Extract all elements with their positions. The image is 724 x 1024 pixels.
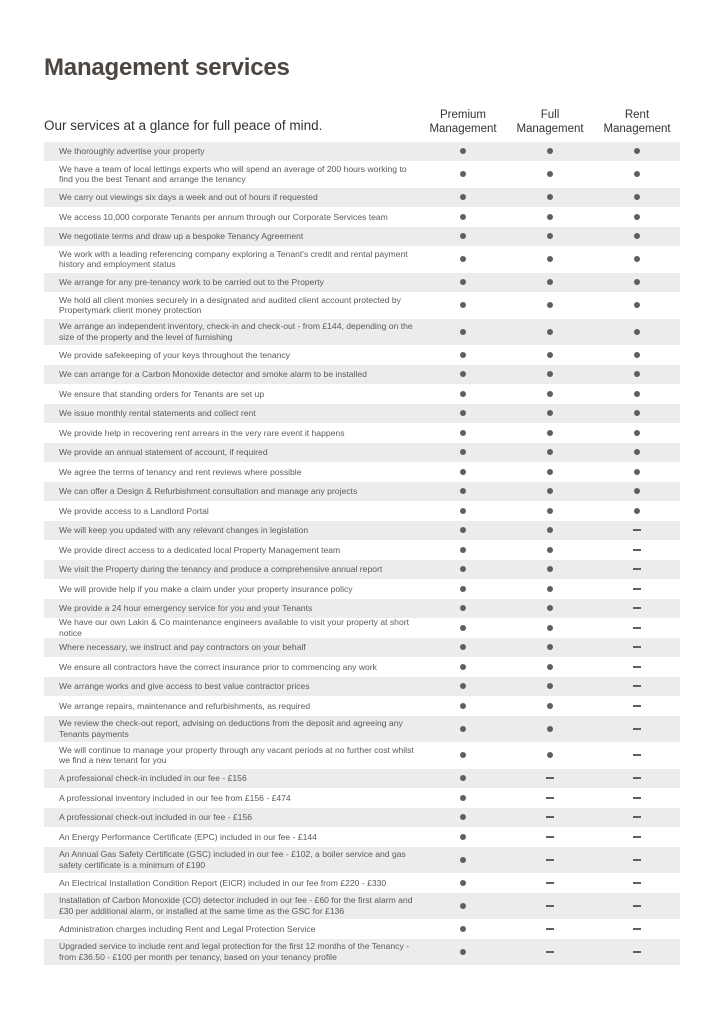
included-dot-icon: [460, 664, 466, 670]
included-dot-icon: [634, 410, 640, 416]
row-marks: [416, 162, 680, 188]
included-dot-icon: [547, 302, 553, 308]
table-row: [44, 769, 680, 788]
included-dot-icon: [634, 194, 640, 200]
row-marks: [416, 247, 680, 273]
row-marks: [416, 697, 680, 716]
service-description: We issue monthly rental statements and collect rent: [59, 408, 256, 418]
service-description: We arrange works and give access to best value contractor prices: [59, 681, 310, 691]
table-row: [44, 939, 680, 965]
included-dot-icon: [634, 488, 640, 494]
row-marks: [416, 658, 680, 677]
included-dot-icon: [460, 726, 466, 732]
service-description: We access 10,000 corporate Tenants per annum through our Corporate Services team: [59, 211, 388, 222]
included-dot-icon: [547, 726, 553, 732]
row-marks: [416, 619, 680, 638]
table-row: [44, 319, 680, 345]
included-dot-icon: [460, 233, 466, 239]
included-dot-icon: [547, 171, 553, 177]
row-marks: [416, 404, 680, 423]
service-description: We ensure all contractors have the correct insurance prior to commencing any work: [59, 661, 377, 672]
service-description: We have a team of local lettings experts who will spend an average of 200 hours working to find you the best Tenant and arrange the tenancy: [59, 163, 407, 185]
table-row: [44, 293, 680, 319]
row-marks: [416, 874, 680, 893]
table-row: [44, 893, 680, 919]
row-marks: [416, 424, 680, 443]
included-dot-icon: [547, 703, 553, 709]
service-description: We provide access to a Landlord Portal: [59, 505, 209, 516]
included-dot-icon: [547, 148, 553, 154]
included-dot-icon: [460, 625, 466, 631]
table-row: [44, 920, 680, 939]
not-included-dash-icon: [633, 728, 641, 730]
included-dot-icon: [547, 605, 553, 611]
table-row: [44, 404, 680, 423]
not-included-dash-icon: [633, 646, 641, 648]
row-marks: [416, 319, 680, 345]
included-dot-icon: [460, 775, 466, 781]
service-description: A professional check-in included in our fee - £156: [59, 773, 247, 783]
column-header-rent: Rent Management: [603, 109, 671, 135]
included-dot-icon: [460, 256, 466, 262]
table-row: [44, 541, 680, 560]
included-dot-icon: [547, 449, 553, 455]
included-dot-icon: [634, 214, 640, 220]
included-dot-icon: [547, 586, 553, 592]
included-dot-icon: [460, 683, 466, 689]
row-marks: [416, 847, 680, 873]
not-included-dash-icon: [633, 816, 641, 818]
row-marks: [416, 599, 680, 618]
service-description: We review the check-out report, advising on deductions from the deposit and agreeing any Tenants payments: [59, 718, 403, 739]
included-dot-icon: [634, 171, 640, 177]
table-row: [44, 716, 680, 742]
service-description: We carry out viewings six days a week and out of hours if requested: [59, 192, 318, 202]
not-included-dash-icon: [633, 859, 641, 861]
not-included-dash-icon: [633, 836, 641, 838]
service-description: An Electrical Installation Condition Report (EICR) included in our fee from £220 - £330: [59, 877, 387, 888]
service-description: We agree the terms of tenancy and rent reviews where possible: [59, 466, 302, 477]
included-dot-icon: [634, 256, 640, 262]
included-dot-icon: [547, 488, 553, 494]
row-marks: [416, 580, 680, 599]
row-marks: [416, 188, 680, 207]
row-marks: [416, 227, 680, 246]
service-description: A professional check-out included in our fee - £156: [59, 812, 253, 822]
included-dot-icon: [460, 547, 466, 553]
row-marks: [416, 293, 680, 319]
included-dot-icon: [460, 329, 466, 335]
table-row: [44, 743, 680, 769]
not-included-dash-icon: [546, 777, 554, 779]
included-dot-icon: [460, 703, 466, 709]
not-included-dash-icon: [633, 588, 641, 590]
table-row: [44, 463, 680, 482]
table-row: [44, 247, 680, 273]
included-dot-icon: [460, 391, 466, 397]
included-dot-icon: [547, 664, 553, 670]
table-row: [44, 273, 680, 292]
included-dot-icon: [460, 814, 466, 820]
row-marks: [416, 273, 680, 292]
service-description: We negotiate terms and draw up a bespoke Tenancy Agreement: [59, 231, 304, 241]
service-description: We will keep you updated with any relevant changes in legislation: [59, 525, 309, 535]
service-description: We arrange for any pre-tenancy work to be carried out to the Property: [59, 277, 324, 287]
included-dot-icon: [547, 256, 553, 262]
included-dot-icon: [547, 194, 553, 200]
services-table: [44, 142, 680, 966]
not-included-dash-icon: [633, 951, 641, 953]
included-dot-icon: [460, 834, 466, 840]
included-dot-icon: [634, 329, 640, 335]
included-dot-icon: [547, 527, 553, 533]
included-dot-icon: [460, 279, 466, 285]
table-row: [44, 521, 680, 540]
row-marks: [416, 939, 680, 965]
table-row: [44, 502, 680, 521]
row-marks: [416, 482, 680, 501]
included-dot-icon: [460, 605, 466, 611]
row-marks: [416, 716, 680, 742]
table-row: [44, 874, 680, 893]
row-marks: [416, 677, 680, 696]
row-marks: [416, 893, 680, 919]
not-included-dash-icon: [546, 905, 554, 907]
not-included-dash-icon: [633, 568, 641, 570]
included-dot-icon: [547, 352, 553, 358]
table-row: [44, 789, 680, 808]
service-description: We provide safekeeping of your keys throughout the tenancy: [59, 349, 291, 360]
service-description: We will provide help if you make a claim under your property insurance policy: [59, 583, 353, 594]
column-header-premium: Premium Management: [429, 109, 497, 135]
included-dot-icon: [634, 391, 640, 397]
row-marks: [416, 638, 680, 657]
table-row: [44, 424, 680, 443]
row-marks: [416, 346, 680, 365]
column-header-full: Full Management: [516, 109, 584, 135]
row-marks: [416, 743, 680, 769]
included-dot-icon: [460, 644, 466, 650]
included-dot-icon: [547, 508, 553, 514]
not-included-dash-icon: [633, 549, 641, 551]
included-dot-icon: [460, 926, 466, 932]
included-dot-icon: [634, 430, 640, 436]
service-description: We will continue to manage your property through any vacant periods at no further cost whilst we find a new tenant for you: [59, 744, 414, 766]
not-included-dash-icon: [633, 777, 641, 779]
included-dot-icon: [547, 233, 553, 239]
included-dot-icon: [460, 566, 466, 572]
row-marks: [416, 920, 680, 939]
row-marks: [416, 385, 680, 404]
included-dot-icon: [634, 469, 640, 475]
service-description: We arrange an independent inventory, check-in and check-out - from £144, depending on the size of the property and the level of furnishing: [59, 321, 413, 342]
included-dot-icon: [547, 566, 553, 572]
table-row: [44, 208, 680, 227]
included-dot-icon: [547, 547, 553, 553]
not-included-dash-icon: [633, 607, 641, 609]
included-dot-icon: [460, 586, 466, 592]
table-row: [44, 443, 680, 462]
table-row: [44, 482, 680, 501]
included-dot-icon: [547, 752, 553, 758]
row-marks: [416, 560, 680, 579]
table-row: [44, 677, 680, 696]
row-marks: [416, 443, 680, 462]
included-dot-icon: [547, 410, 553, 416]
not-included-dash-icon: [633, 627, 641, 629]
included-dot-icon: [460, 903, 466, 909]
table-row: [44, 847, 680, 873]
not-included-dash-icon: [633, 685, 641, 687]
not-included-dash-icon: [546, 928, 554, 930]
included-dot-icon: [547, 625, 553, 631]
row-marks: [416, 769, 680, 788]
included-dot-icon: [460, 410, 466, 416]
service-description: We ensure that standing orders for Tenants are set up: [59, 388, 265, 399]
included-dot-icon: [547, 644, 553, 650]
row-marks: [416, 208, 680, 227]
table-row: [44, 808, 680, 827]
not-included-dash-icon: [546, 816, 554, 818]
service-description: We have our own Lakin & Co maintenance engineers available to visit your property at short notice: [59, 617, 409, 638]
service-description: Administration charges including Rent and Legal Protection Service: [59, 923, 316, 934]
included-dot-icon: [634, 302, 640, 308]
service-description: We thoroughly advertise your property: [59, 146, 205, 156]
not-included-dash-icon: [633, 529, 641, 531]
service-description: We can offer a Design & Refurbishment consultation and manage any projects: [59, 486, 358, 496]
not-included-dash-icon: [546, 836, 554, 838]
service-description: An Energy Performance Certificate (EPC) included in our fee - £144: [59, 831, 317, 842]
included-dot-icon: [460, 352, 466, 358]
table-row: [44, 142, 680, 161]
included-dot-icon: [547, 279, 553, 285]
included-dot-icon: [460, 508, 466, 514]
service-description: We can arrange for a Carbon Monoxide detector and smoke alarm to be installed: [59, 369, 367, 379]
included-dot-icon: [547, 469, 553, 475]
table-row: [44, 162, 680, 188]
table-row: [44, 188, 680, 207]
table-row: [44, 385, 680, 404]
included-dot-icon: [547, 391, 553, 397]
included-dot-icon: [634, 508, 640, 514]
row-marks: [416, 521, 680, 540]
service-description: We arrange repairs, maintenance and refurbishments, as required: [59, 700, 311, 711]
included-dot-icon: [634, 449, 640, 455]
not-included-dash-icon: [633, 666, 641, 668]
not-included-dash-icon: [546, 882, 554, 884]
service-description: Upgraded service to include rent and legal protection for the first 12 months of the Tenancy - from £36.50 - £100 per month per tenancy, based on your tenancy profile: [59, 941, 409, 962]
table-row: [44, 828, 680, 847]
included-dot-icon: [460, 148, 466, 154]
table-row: [44, 227, 680, 246]
service-description: An Annual Gas Safety Certificate (GSC) included in our fee - £102, a boiler service and gas safety certificate is a minimum of £190: [59, 849, 406, 870]
table-row: [44, 638, 680, 657]
not-included-dash-icon: [546, 797, 554, 799]
service-description: We provide help in recovering rent arrears in the very rare event it happens: [59, 427, 345, 438]
included-dot-icon: [460, 857, 466, 863]
service-description: We hold all client monies securely in a designated and audited client account protected by Propertymark client money protection: [59, 294, 401, 316]
row-marks: [416, 808, 680, 827]
row-marks: [416, 828, 680, 847]
included-dot-icon: [634, 352, 640, 358]
service-description: We provide a 24 hour emergency service for you and your Tenants: [59, 603, 313, 613]
included-dot-icon: [460, 752, 466, 758]
included-dot-icon: [634, 279, 640, 285]
row-marks: [416, 541, 680, 560]
service-description: We visit the Property during the tenancy and produce a comprehensive annual report: [59, 564, 383, 574]
included-dot-icon: [460, 171, 466, 177]
page-title: Management services: [44, 54, 290, 81]
row-marks: [416, 502, 680, 521]
included-dot-icon: [460, 194, 466, 200]
service-description: Where necessary, we instruct and pay contractors on your behalf: [59, 642, 306, 652]
included-dot-icon: [460, 880, 466, 886]
service-description: We work with a leading referencing company exploring a Tenant's credit and rental payment history and employment status: [59, 248, 408, 270]
included-dot-icon: [460, 214, 466, 220]
not-included-dash-icon: [633, 705, 641, 707]
service-description: We provide direct access to a dedicated local Property Management team: [59, 544, 341, 555]
table-row: [44, 560, 680, 579]
included-dot-icon: [460, 449, 466, 455]
included-dot-icon: [547, 214, 553, 220]
not-included-dash-icon: [633, 905, 641, 907]
service-description: A professional inventory included in our fee from £156 - £474: [59, 792, 291, 803]
not-included-dash-icon: [633, 797, 641, 799]
included-dot-icon: [634, 148, 640, 154]
page-subtitle: Our services at a glance for full peace of mind.: [44, 118, 323, 133]
included-dot-icon: [460, 302, 466, 308]
service-description: We provide an annual statement of account, if required: [59, 447, 268, 457]
included-dot-icon: [460, 430, 466, 436]
table-row: [44, 580, 680, 599]
table-row: [44, 599, 680, 618]
table-row: [44, 346, 680, 365]
table-row: [44, 658, 680, 677]
included-dot-icon: [460, 488, 466, 494]
row-marks: [416, 463, 680, 482]
row-marks: [416, 789, 680, 808]
not-included-dash-icon: [633, 928, 641, 930]
not-included-dash-icon: [633, 754, 641, 756]
included-dot-icon: [634, 371, 640, 377]
included-dot-icon: [547, 329, 553, 335]
not-included-dash-icon: [633, 882, 641, 884]
row-marks: [416, 365, 680, 384]
included-dot-icon: [460, 949, 466, 955]
included-dot-icon: [460, 469, 466, 475]
included-dot-icon: [547, 371, 553, 377]
included-dot-icon: [460, 795, 466, 801]
included-dot-icon: [460, 527, 466, 533]
table-row: [44, 619, 680, 638]
table-row: [44, 697, 680, 716]
included-dot-icon: [547, 430, 553, 436]
included-dot-icon: [460, 371, 466, 377]
row-marks: [416, 142, 680, 161]
service-description: Installation of Carbon Monoxide (CO) detector included in our fee - £60 for the first alarm and £30 per additional alarm, or installed at the same time as the GSC for £136: [59, 895, 413, 916]
not-included-dash-icon: [546, 859, 554, 861]
included-dot-icon: [547, 683, 553, 689]
not-included-dash-icon: [546, 951, 554, 953]
included-dot-icon: [634, 233, 640, 239]
table-row: [44, 365, 680, 384]
